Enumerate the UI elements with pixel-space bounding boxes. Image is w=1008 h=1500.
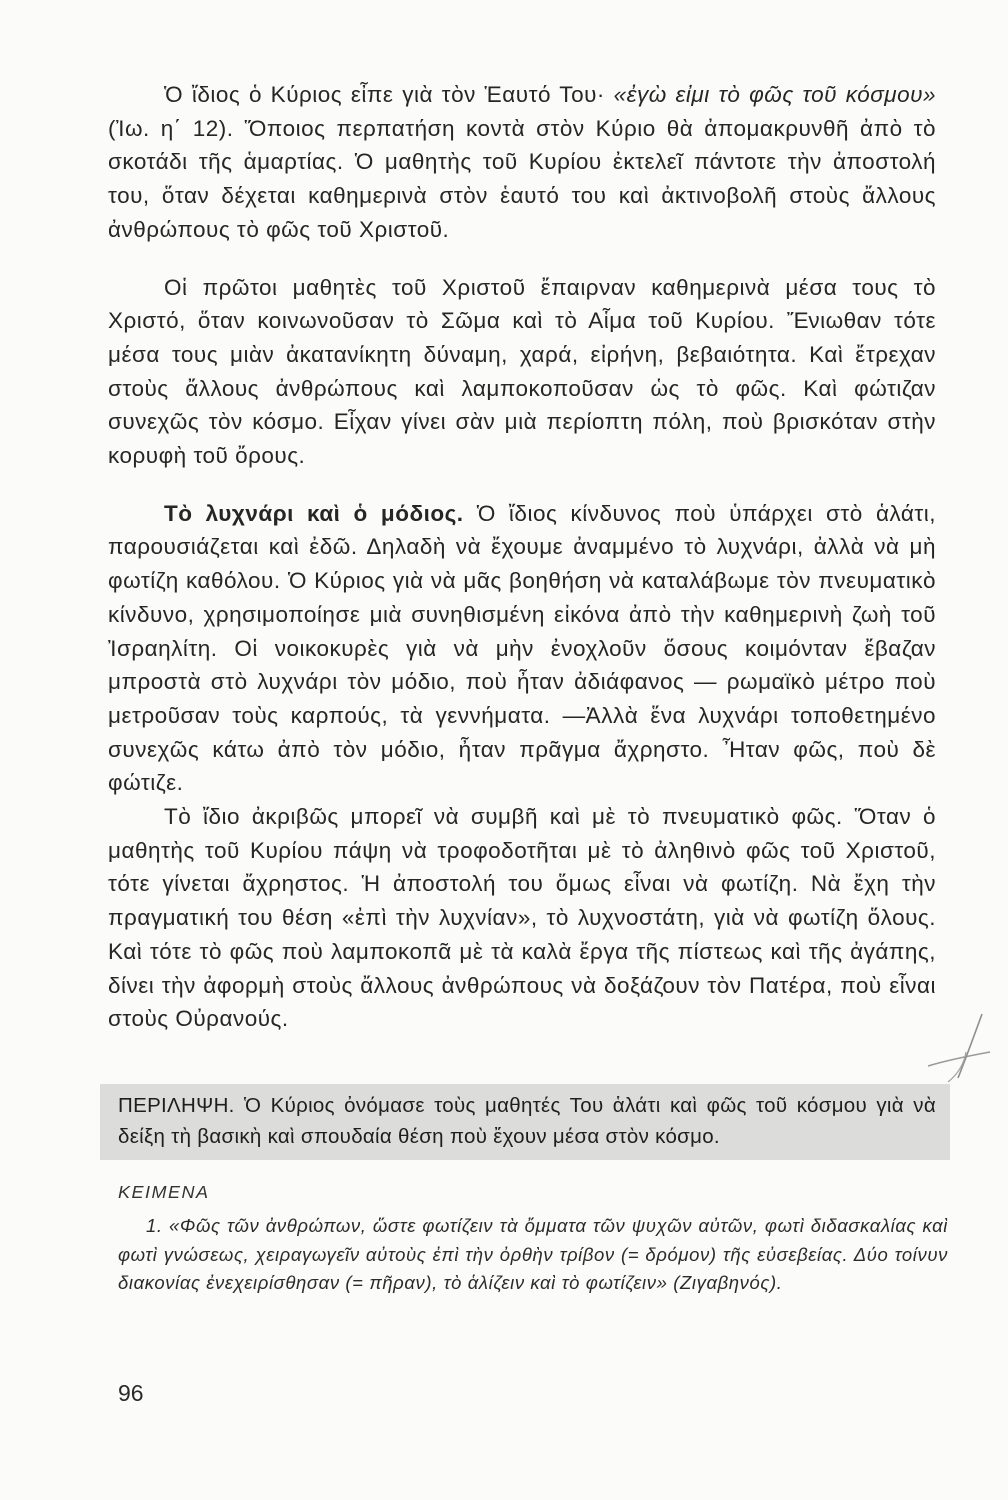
section-heading: Τὸ λυχνάρι καὶ ὁ μόδιος. xyxy=(164,500,464,526)
paragraph-spiritual-light: Τὸ ἴδιο ἀκριβῶς μπορεῖ νὰ συμβῆ καὶ μὲ τὸ πνευματικὸ φῶς. Ὅταν ὁ μαθητὴς τοῦ Κυρίου πάψη νὰ τροφοδοτῆται μὲ τὸ ἀληθινὸ φῶς τοῦ Χριστοῦ, τότε γίνεται ἄχρηστος. Ἡ ἀποστολή του ὅμως εἶναι νὰ φωτίζη. Νὰ ἔχη τὴν πραγματική του θέση «ἐπὶ τὴν λυχνίαν», τὸ λυχνοστάτη, γιὰ νὰ φωτίζη ὅλους. Καὶ τότε τὸ φῶς ποὺ λαμποκοπᾶ μὲ τὰ καλὰ ἔργα τῆς πίστεως καὶ τῆς ἀγάπης, δίνει τὴν ἀφορμὴ στοὺς ἄλλους ἀνθρώπους νὰ δοξάζουν τὸν Πατέρα, ποὺ εἶναι στοὺς Οὐρανούς. xyxy=(108,804,936,1032)
summary-box xyxy=(100,1084,950,1160)
paragraph-lamp-and-bushel: Τὸ λυχνάρι καὶ ὁ μόδιος. Ὁ ἴδιος κίνδυνος ποὺ ὑπάρχει στὸ ἁλάτι, παρουσιάζεται καὶ ἐδῶ. Δηλαδὴ νὰ ἔχουμε ἀναμμένο τὸ λυχνάρι, ἀλλὰ νὰ μὴ φωτίζη καθόλου. Ὁ Κύριος γιὰ νὰ μᾶς βοηθήση νὰ καταλάβωμε τὸν πνευματικὸ κίνδυνο, χρησιμοποίησε μιὰ συνηθισμένη εἰκόνα ἀπὸ τὴν καθημερινὴ ζωὴ τοῦ Ἰσραηλίτη. Οἱ νοικοκυρὲς γιὰ νὰ μὴν ἐνοχλοῦν ὅσους κοιμόνταν ἔβαζαν μπροστὰ στὸ λυχνάρι τὸν μόδιο, ποὺ ἦταν ἀδιάφανος — ρωμαϊκὸ μέτρο ποὺ μετροῦσαν τοὺς καρπούς, τὰ γεννήματα. —Ἀλλὰ ἕνα λυχνάρι τοποθετημένο συνεχῶς κάτω ἀπὸ τὸν μόδιο, ἦταν πρᾶγμα ἄχρηστο. Ἦταν φῶς, ποὺ δὲ φώτιζε. xyxy=(108,500,937,796)
paragraph-first-disciples: Οἱ πρῶτοι μαθητὲς τοῦ Χριστοῦ ἔπαιρναν καθημερινὰ μέσα τους τὸ Χριστό, ὅταν κοινωνοῦσαν τὸ Σῶμα καὶ τὸ Αἷμα τοῦ Κυρίου. Ἔνιωθαν τότε μέσα τους μιὰν ἀκατανίκητη δύναμη, χαρά, εἰρήνη, βεβαιότητα. Καὶ ἔτρεχαν στοὺς ἄλλους ἀνθρώπους καὶ λαμποκοποῦσαν ὡς τὸ φῶς. Καὶ φώτιζαν συνεχῶς τὸν κόσμο. Εἶχαν γίνει σὰν μιὰ περίοπτη πόλη, ποὺ βρισκόταν στὴν κορυφὴ τοῦ ὄρους. xyxy=(108,274,936,469)
page-number: 96 xyxy=(118,1380,144,1406)
pencil-mark-icon xyxy=(918,1008,998,1088)
inline-quote: «ἐγὼ εἰμι τὸ φῶς τοῦ κόσμου» xyxy=(613,82,936,107)
main-text xyxy=(108,78,936,1036)
texts-heading: ΚΕΙΜΕΝΑ xyxy=(118,1182,210,1202)
summary-text: ΠΕΡΙΛΗΨΗ. Ὁ Κύριος ὀνόμασε τοὺς μαθητές Του ἁλάτι καὶ φῶς τοῦ κόσμου γιὰ νὰ δείξη τὴ βασικὴ καὶ σπουδαία θέση ποὺ ἔχουν μέσα στὸν κόσμο. xyxy=(118,1094,936,1148)
paragraph-light-of-world: Ὁ ἴδιος ὁ Κύριος εἶπε γιὰ τὸν Ἑαυτό Του· «ἐγὼ εἰμι τὸ φῶς τοῦ κόσμου» (Ἰω. η΄ 12). Ὅποιος περπατήση κοντὰ στὸν Κύριο θὰ ἀπομακρυνθῆ ἀπὸ τὸ σκοτάδι τῆς ἁμαρτίας. Ὁ μαθητὴς τοῦ Κυρίου ἐκτελεῖ πάντοτε τὴν ἀποστολή του, ὅταν δέχεται καθημερινὰ στὸν ἑαυτό του καὶ ἀκτινοβολῆ στοὺς ἄλλους ἀνθρώπους τὸ φῶς τοῦ Χριστοῦ. xyxy=(108,82,936,242)
patristic-quote: 1. «Φῶς τῶν ἀνθρώπων, ὥστε φωτίζειν τὰ ὄμματα τῶν ψυχῶν αὐτῶν, φωτὶ διδασκαλίας καὶ φωτὶ γνώσεως, χειραγωγεῖν αὐτοὺς ἐπὶ τὴν ὀρθὴν τρίβον (= δρόμον) τῆς εὐσεβείας. Δύο τοίνυν διακονίας ἐνεχειρίσθησαν (= πῆραν), τὸ ἁλίζειν καὶ τὸ φωτίζειν» (Ζιγαβηνός). xyxy=(118,1215,948,1293)
inline-quote: «ἐπὶ τὴν λυχνίαν» xyxy=(341,905,531,931)
